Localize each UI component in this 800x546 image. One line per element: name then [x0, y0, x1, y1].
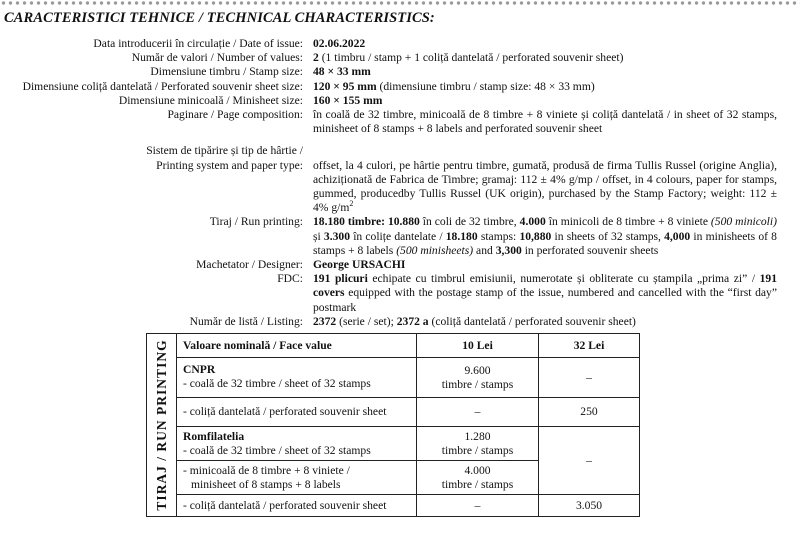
spec-label: Dimensiune coliță dantelată / Perforated souvenir sheet size: — [22, 79, 303, 93]
spec-label: FDC: — [277, 272, 303, 286]
cnpr-souvenir-32-lei: 250 — [539, 398, 639, 427]
header-10-lei: 10 Lei — [417, 334, 539, 358]
spec-row-minisheet-size — [0, 94, 800, 108]
romfilatelia-minisheet-label: - minicoală de 8 timbre + 8 viniete / minisheet of 8 stamps + 8 labels — [177, 461, 417, 495]
spec-value: 191 plicuri echipate cu timbrul emisiunii, numerotate și obliterate cu ștampila „prima zi” / 191 covers equipped with the postage stamp of the issue, numbered and cancelled with the “first day” postmark — [313, 272, 777, 314]
spec-row-composition — [0, 108, 800, 136]
header-face-value: Valoare nominală / Face value — [177, 334, 417, 358]
spec-value: 120 × 95 mm (dimensiune timbru / stamp size: 48 × 33 mm) — [313, 79, 595, 93]
spec-value: 2372 (serie / set); 2372 a (coliță dantelată / perforated souvenir sheet) — [313, 314, 636, 328]
cnpr-sheet-32-lei: – — [539, 358, 639, 398]
romfilatelia-souvenir-label: - coliță dantelată / perforated souvenir sheet — [177, 495, 417, 516]
spec-row-number — [0, 51, 800, 65]
romfilatelia-sheet-10-lei: 1.280 timbre / stamps — [417, 427, 539, 461]
spec-label: Dimensiune timbru / Stamp size: — [150, 65, 303, 79]
spec-value: George URSACHI — [313, 258, 406, 272]
spec-row-fdc — [0, 272, 800, 315]
romfilatelia-minisheet-10-lei: 4.000 timbre / stamps — [417, 461, 539, 495]
spec-label: Număr de listă / Listing: — [189, 314, 303, 328]
romfilatelia-souvenir-32-lei: 3.050 — [575, 498, 603, 512]
cnpr-souvenir-label: - coliță dantelată / perforated souvenir sheet — [177, 398, 417, 427]
table-side-title: TIRAJ / RUN PRINTING — [147, 334, 177, 516]
spec-row-listing — [0, 315, 800, 329]
spec-label: Dimensiune minicoală / Minisheet size: — [118, 93, 303, 107]
spec-row-run — [0, 215, 800, 258]
run-printing-table — [146, 333, 640, 517]
spec-value: 2 (1 timbru / stamp + 1 coliță dantelată / perforated souvenir sheet) — [313, 51, 624, 65]
romfilatelia-sheets-32-lei: – — [539, 427, 639, 495]
spec-value: în coală de 32 timbre, minicoală de 8 timbre + 8 viniete și coliță dantelată / in sheet of 32 stamps, minisheet of 8 stamps + 8 labels and perforated souvenir sheet — [313, 108, 777, 136]
spec-row-sheet-size — [0, 80, 800, 94]
cnpr-sheet-label: CNPR - coală de 32 timbre / sheet of 32 stamps — [177, 358, 417, 398]
cnpr-souvenir-10-lei: – — [417, 398, 539, 427]
cnpr-sheet-10-lei: 9.600 timbre / stamps — [417, 358, 539, 398]
spec-label: Machetator / Designer: — [196, 258, 303, 272]
romfilatelia-souvenir-10-lei: – — [417, 495, 539, 516]
spec-value: 18.180 timbre: 10.880 în coli de 32 timbre, 4.000 în minicoli de 8 timbre + 8 viniete (500 minicoli) și 3.300 în colițe dantelate / 18.180 stamps: 10,880 in sheets of 32 stamps, 4,000 in minisheets of 8 stamps + 8 labels (500 minisheets) and 3,300 in perforated souvenir sheets — [313, 215, 777, 257]
specs-list — [0, 37, 800, 329]
spec-label: Sistem de tipărire și tip de hârtie / Printing system and paper type: — [146, 144, 303, 172]
spec-value: 160 × 155 mm — [313, 93, 383, 107]
spec-row-date — [0, 37, 800, 51]
spec-row-stamp-size — [0, 65, 800, 79]
spec-value: offset, la 4 culori, pe hârtie pentru timbre, gumată, produsă de firma Tullis Russel (origine Anglia), achiziționată de Fabrica de Timbre; gramaj: 112 ± 4% g/mp / offset, in 4 colours, paper for stamps, gummed, producedby Tullis Russel (UK origin), purchased by the Stamp Factory; weight: 112 ± 4% $g/m^2$ — [313, 158, 777, 215]
dotted-separator — [0, 0, 800, 6]
spec-label: Număr de valori / Number of values: — [131, 51, 303, 65]
spec-label: Paginare / Page composition: — [167, 108, 303, 122]
header-32-lei: 32 Lei — [539, 334, 639, 358]
spec-label: Tiraj / Run printing: — [209, 215, 303, 229]
spec-value: 02.06.2022 — [313, 37, 366, 50]
section-heading: CARACTERISTICI TEHNICE / TECHNICAL CHARACTERISTICS: — [4, 10, 435, 26]
spec-row-designer — [0, 258, 800, 272]
spec-label: Data introducerii în circulație / Date of issue: — [93, 37, 303, 50]
spec-row-printing — [0, 144, 800, 215]
romfilatelia-sheet-label: Romfilatelia - coală de 32 timbre / sheet of 32 stamps — [177, 427, 417, 461]
spec-value: 48 × 33 mm — [313, 65, 371, 79]
